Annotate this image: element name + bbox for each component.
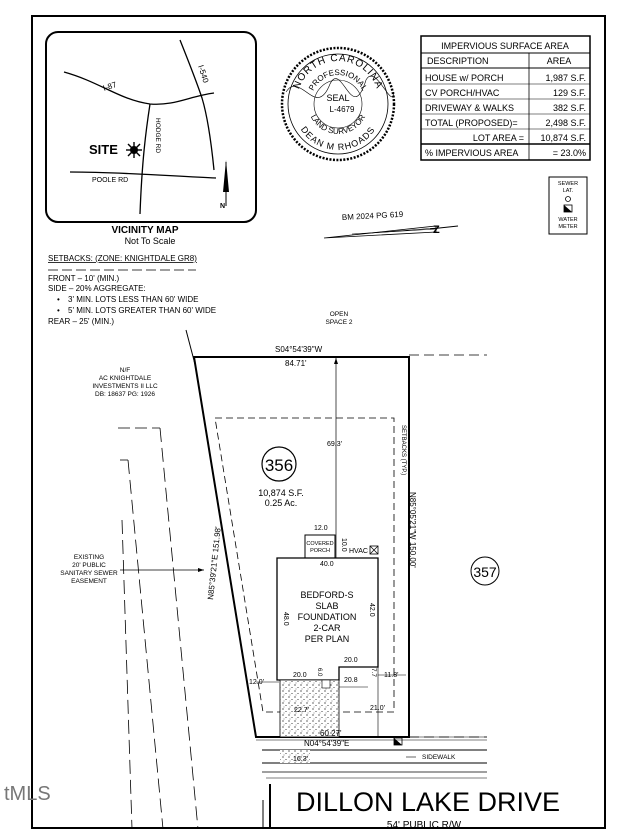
table-cell-description: TOTAL (PROPOSED)= (425, 118, 518, 128)
house-right-dim: 42.0 (368, 603, 375, 617)
setbacks-note (48, 254, 216, 326)
house-step-dim: 20.0 (344, 657, 358, 664)
table-cell-area: 382 S.F. (552, 103, 586, 113)
drive-depth-dim: 22.7' (294, 707, 309, 714)
water-meter-icon (564, 205, 572, 212)
table-cell-description: % IMPERVIOUS AREA (425, 148, 519, 158)
lot-number: 356 (264, 456, 294, 475)
plat-north-arrow-icon (324, 224, 458, 238)
sewer-water-legend (549, 177, 587, 234)
left-bearing: N85°39'21"E 151.98' (206, 526, 223, 601)
lot-water-meter-icon (394, 738, 402, 745)
road-label-i87: I-87 (101, 80, 118, 93)
bm-reference: BM 2024 PG 619 (341, 209, 404, 222)
table-title: IMPERVIOUS SURFACE AREA (441, 41, 569, 51)
adjacent-lot-number: 357 (473, 564, 497, 580)
lot-area-sf: 10,874 S.F. (258, 488, 304, 498)
road-label-hodge: HODGE RD (154, 118, 161, 154)
rear-setback-dim: 69.3' (327, 441, 342, 448)
setback-side-narrow: 3' MIN. LOTS LESS THAN 60' WIDE (68, 295, 199, 304)
table-cell-description: LOT AREA = (472, 133, 524, 143)
svg-text:FOUNDATION: FOUNDATION (297, 612, 357, 622)
watermark: tMLS (4, 783, 51, 805)
open-space-line2: SPACE 2 (325, 319, 353, 326)
front-bearing: N04°54'39"E (304, 739, 350, 748)
setbacks-heading: SETBACKS: (ZONE: KNIGHTDALE GR8) (48, 254, 197, 263)
table-cell-description: HOUSE w/ PORCH (425, 73, 504, 83)
svg-text:AC KNIGHTDALE: AC KNIGHTDALE (98, 375, 152, 382)
rear-bearing: S04°54'39"W (275, 345, 323, 354)
lot-area-ac: 0.25 Ac. (264, 498, 298, 508)
svg-text:N: N (220, 203, 226, 210)
svg-text:BEDFORD-S: BEDFORD-S (300, 590, 354, 600)
svg-text:EASEMENT: EASEMENT (71, 578, 107, 585)
front-distance: 60.27' (320, 729, 342, 738)
vicinity-map-frame (46, 32, 256, 222)
walk-dim: 16.3' (293, 756, 308, 763)
vicinity-map (46, 32, 256, 246)
right-side-dim: 11.8' (384, 672, 399, 679)
front-setback-dim: 21.0' (370, 705, 385, 712)
setback-rear: REAR – 25' (MIN.) (48, 317, 114, 326)
svg-text:SANITARY SEWER: SANITARY SEWER (60, 570, 118, 577)
setback-side-wide: 5' MIN. LOTS GREATER THAN 60' WIDE (68, 306, 217, 315)
svg-text:EXISTING: EXISTING (73, 554, 105, 561)
seal-land-surveyor-text: LAND SURVEYOR (308, 113, 368, 137)
table-header-area: AREA (546, 56, 572, 66)
setback-side: SIDE – 20% AGGREGATE: (48, 284, 146, 293)
sewer-label: SEWER (557, 181, 579, 187)
table-cell-area: 1,987 S.F. (545, 73, 586, 83)
water-label: WATER (558, 217, 578, 223)
street-name: DILLON LAKE DRIVE (295, 787, 561, 817)
table-cell-area: 10,874 S.F. (540, 133, 586, 143)
street-row: 54' PUBLIC R/W (386, 820, 462, 829)
table-header-description: DESCRIPTION (427, 56, 489, 66)
table-cell-description: CV PORCH/HVAC (425, 88, 500, 98)
open-space-line1: OPEN (329, 311, 349, 318)
garage-c-dim: 7.7 (370, 668, 377, 678)
svg-text:20' PUBLIC: 20' PUBLIC (72, 562, 106, 569)
sewer-lat-label: LAT. (562, 188, 574, 194)
bullet-icon: • (57, 306, 60, 315)
impervious-table (421, 36, 590, 160)
porch-width-dim: 12.0 (314, 525, 328, 532)
table-cell-area: 2,498 S.F. (545, 118, 586, 128)
house-front-dim: 40.0 (320, 561, 334, 568)
seal-word-text: SEAL (326, 93, 350, 103)
table-cell-area: = 23.0% (552, 148, 586, 158)
left-side-dim: 12.0' (249, 679, 264, 686)
garage-b-dim: 20.8 (344, 677, 358, 684)
site-star-icon (126, 142, 142, 158)
garage-a-dim: 6.0 (316, 668, 322, 677)
svg-text:2-CAR: 2-CAR (313, 623, 341, 633)
meter-label: METER (558, 224, 578, 230)
sewer-easement (60, 428, 204, 829)
neighbor-label (92, 367, 158, 398)
svg-text:N/F: N/F (119, 367, 131, 374)
lot-356 (186, 330, 499, 748)
hvac-label: HVAC (349, 548, 368, 555)
svg-text:PORCH: PORCH (310, 548, 330, 554)
site-label: SITE (89, 142, 118, 157)
svg-text:PER PLAN: PER PLAN (304, 634, 350, 644)
rear-distance: 84.71' (285, 359, 307, 368)
svg-text:DB: 18637 PG: 1926: DB: 18637 PG: 1926 (95, 391, 155, 398)
vicinity-map-subtitle: Not To Scale (124, 236, 176, 246)
seal-number-text: L-4679 (329, 105, 355, 114)
bullet-icon: • (57, 295, 60, 304)
seal-state-text: NORTH CAROLINA (291, 52, 385, 91)
porch-depth-dim: 10.0 (340, 538, 347, 552)
hvac-icon (370, 546, 378, 554)
garage-left-dim: 20.0 (293, 672, 307, 679)
seal-professional-text: PROFESSIONAL (307, 67, 369, 93)
house-label (298, 590, 357, 644)
seal-surveyor-name: DEAN M RHOADS (298, 124, 378, 153)
house-left-dim: 48.0 (282, 612, 289, 626)
surveyor-seal (282, 48, 394, 160)
road-label-i540: I-540 (196, 63, 211, 84)
svg-text:Z: Z (433, 224, 440, 236)
setbacks-typ: SETBACKS (TYP.) (400, 425, 406, 476)
table-cell-area: 129 S.F. (552, 88, 586, 98)
road-label-poole: POOLE RD (92, 177, 129, 184)
svg-text:COVERED: COVERED (306, 541, 334, 547)
table-cell-description: DRIVEWAY & WALKS (425, 103, 515, 113)
svg-text:SLAB: SLAB (315, 601, 339, 611)
walkway (322, 680, 330, 688)
right-bearing: N85°05'21"W 150.00' (408, 492, 417, 568)
setback-front: FRONT – 10' (MIN.) (48, 274, 120, 283)
sidewalk-label: SIDEWALK (422, 754, 456, 761)
vicinity-map-title: VICINITY MAP (111, 225, 179, 236)
svg-text:INVESTMENTS II LLC: INVESTMENTS II LLC (92, 383, 158, 390)
